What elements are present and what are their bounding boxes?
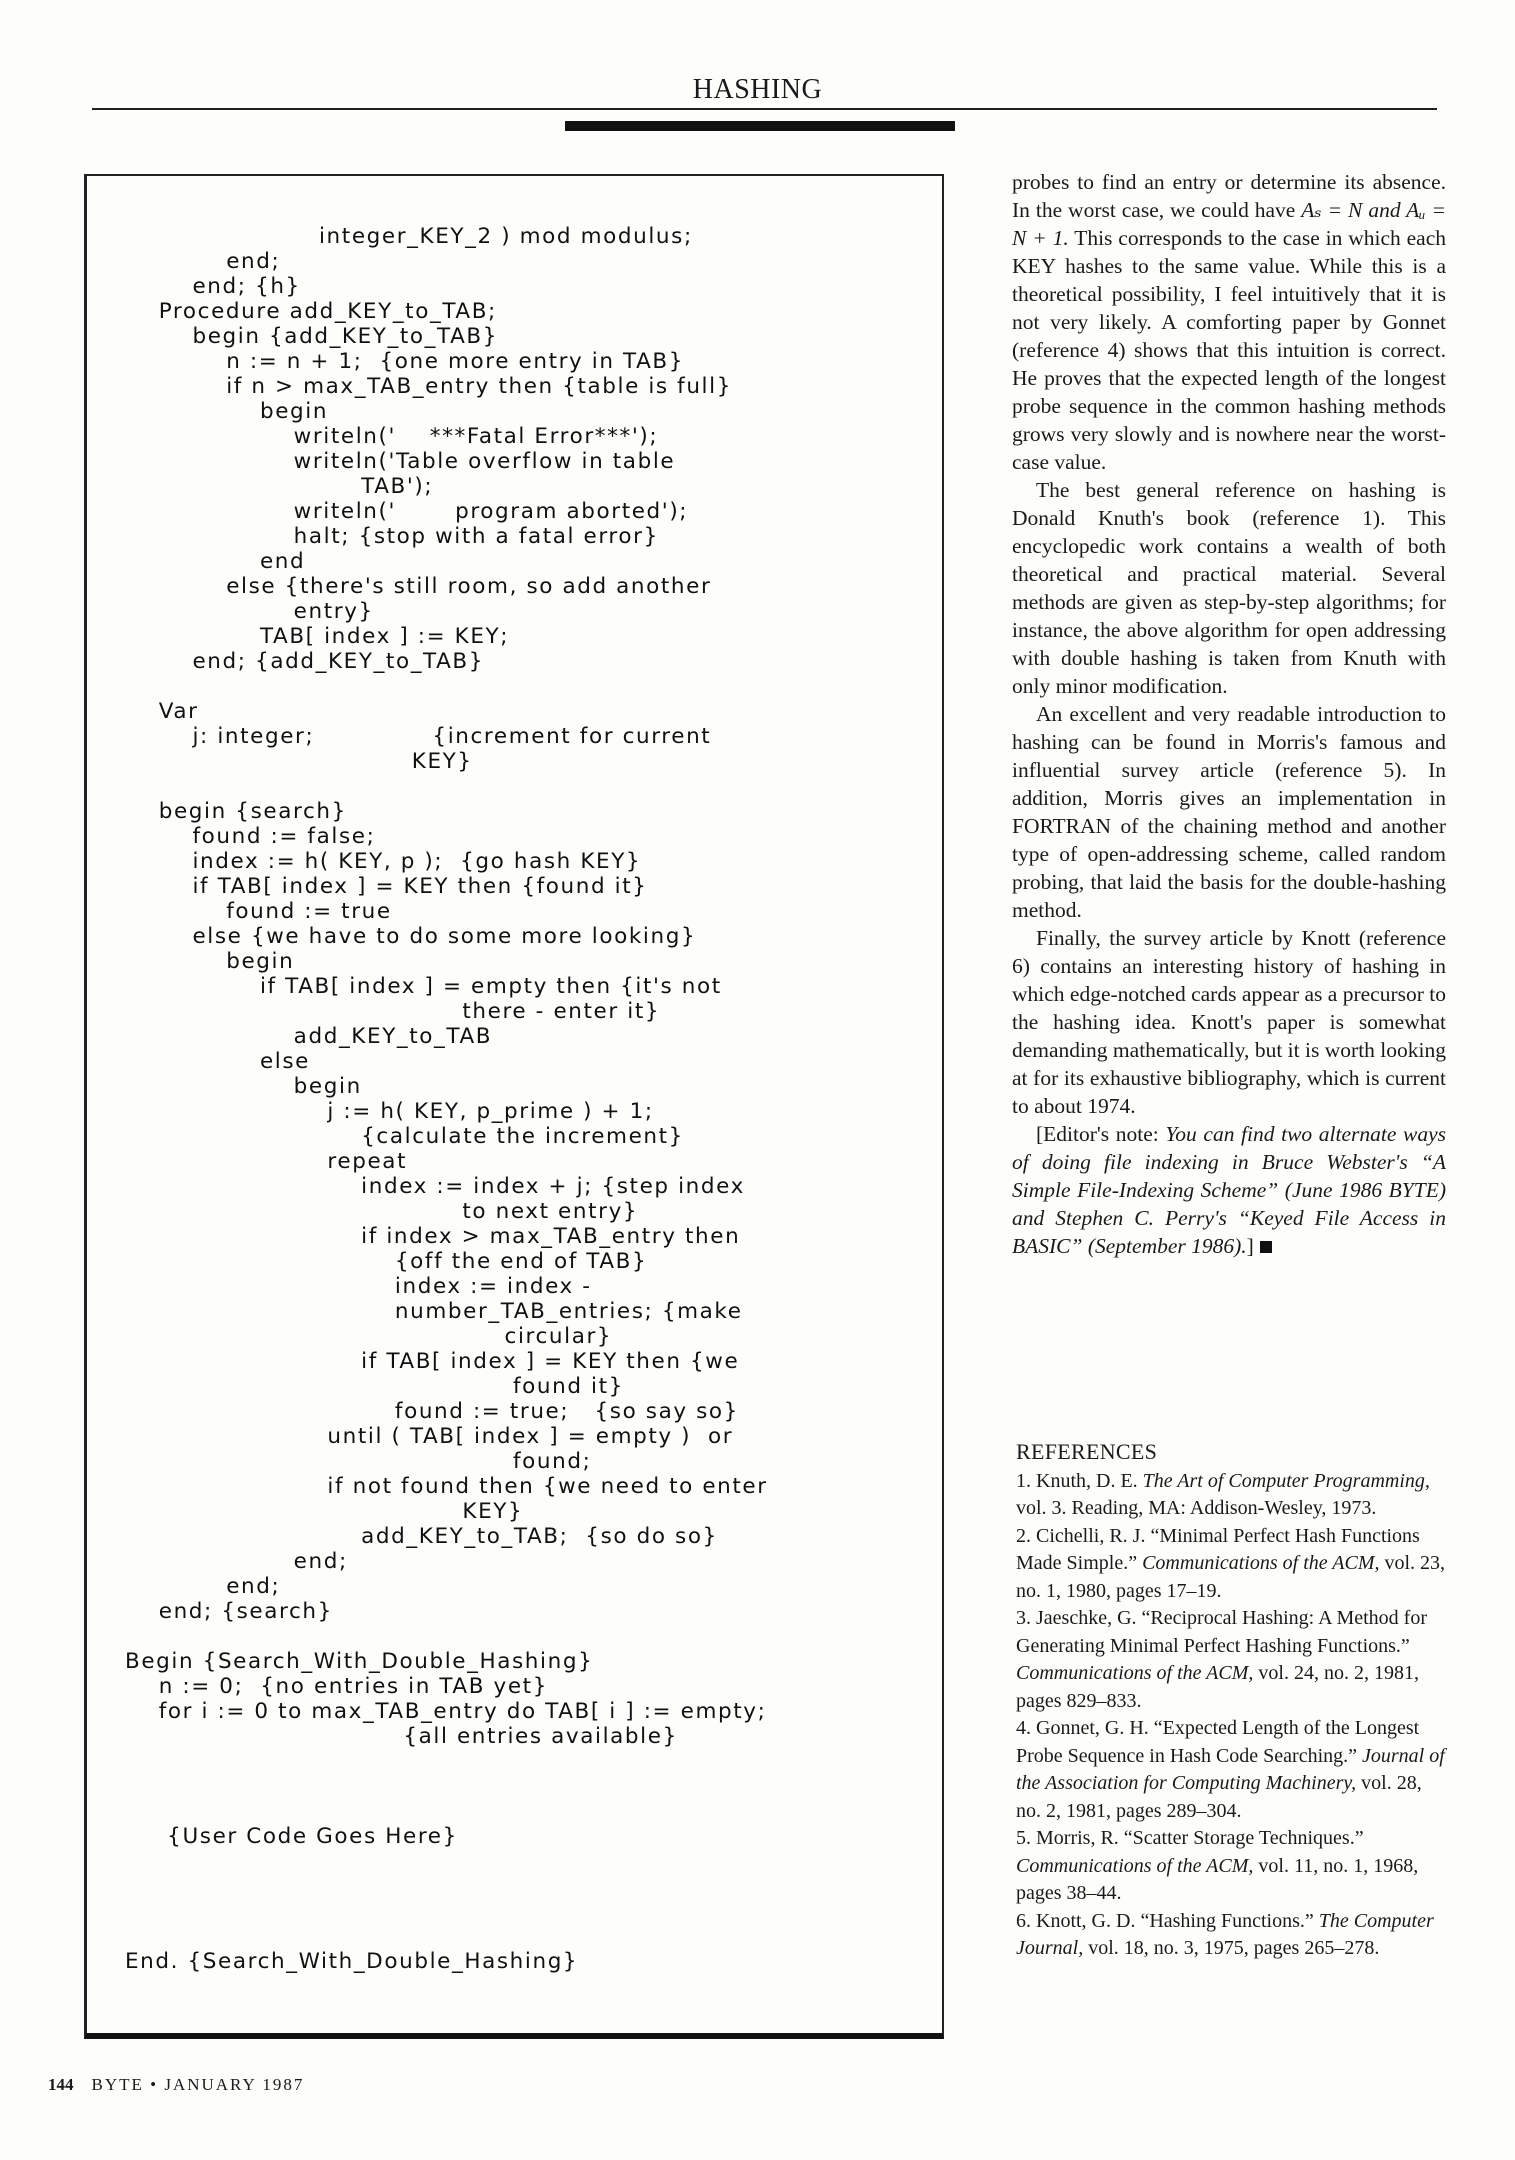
reference-author: 1. Knuth, D. E. <box>1016 1469 1143 1492</box>
references-section <box>1016 1438 1446 1963</box>
page-number: 144 <box>48 2075 74 2094</box>
reference-details: vol. 28, no. 2, 1981, pages 289–304. <box>1016 1772 1422 1822</box>
references-heading: REFERENCES <box>1016 1439 1158 1464</box>
reference-details: vol. 11, no. 1, 1968, pages 38–44. <box>1016 1854 1419 1904</box>
reference-publication-title: Communications of the ACM, <box>1142 1552 1380 1574</box>
editor-note-text: You can find two alternate ways of doing file indexing in Bruce Webster's “A Simple File-Indexing Scheme” (June 1986 BYTE) and Stephen C. Perry's “Keyed File Access in BASIC” (September 1986). <box>1012 1122 1446 1258</box>
math-expression: Aₛ = N and Aᵤ = N + 1. <box>1012 198 1446 250</box>
paragraph-text: probes to find an entry or determine its absence. In the worst case, we could have <box>1012 170 1446 222</box>
reference-publication-title: Journal of the Association for Computing Machinery, <box>1016 1744 1445 1794</box>
reference-details: vol. 24, no. 2, 1981, pages 829–833. <box>1016 1662 1419 1712</box>
editor-note-open: [Editor's note: <box>1036 1122 1166 1146</box>
reference-author: 3. Jaeschke, G. “Reciprocal Hashing: A Method for Generating Minimal Perfect Hashing Functions.” <box>1016 1607 1428 1657</box>
reference-author: 6. Knott, G. D. “Hashing Functions.” <box>1016 1909 1319 1932</box>
reference-publication-title: Communications of the ACM, <box>1016 1854 1254 1877</box>
reference-publication-title: Communications of the ACM, <box>1016 1662 1254 1684</box>
reference-item <box>1016 1715 1446 1825</box>
reference-item <box>1016 1523 1446 1606</box>
paragraph-worst-case <box>1012 168 1446 476</box>
reference-author: 5. Morris, R. “Scatter Storage Techniques.” <box>1016 1827 1364 1849</box>
reference-author: 4. Gonnet, G. H. “Expected Length of the Longest Probe Sequence in Hash Code Searching.” <box>1016 1717 1420 1767</box>
editor-note-close: ] <box>1246 1234 1254 1258</box>
paragraph-text: This corresponds to the case in which each KEY hashes to the same value. While this is a theoretical possibility, I feel intuitively that it is not very likely. A comforting paper by Gonnet (reference 4) shows that this intuition is correct. He proves that the expected length of the longest probe sequence in the common hashing methods grows very slowly and is nowhere near the worst-case value. <box>1012 226 1446 474</box>
header-bar <box>565 121 955 131</box>
reference-author: 2. Cichelli, R. J. “Minimal Perfect Hash Functions Made Simple.” <box>1016 1524 1420 1574</box>
pascal-code-listing: integer_KEY_2 ) mod modulus; end; end; {h} Procedure add_KEY_to_TAB; begin {add_KEY_to_TAB} n := n + 1; {one more entry in TAB} if n > max_TAB_entry then {table is full} begin writeln(' ***Fatal Error***'); writeln('Table overflow in table TAB'); writeln(' program aborted'); halt; {stop with a fatal error} end else {there's still room, so add another entry} TAB[ index ] := KEY; end; {add_KEY_to_TAB} Var j: integer; {increment for current KEY} begin {search} found := false; index := h( KEY, p ); {go hash KEY} if TAB[ index ] = KEY then {found it} found := true else {we have to do some more looking} begin if TAB[ index ] = empty then {it's not there - enter it} add_KEY_to_TAB else begin j := h( KEY, p_prime ) + 1; {calculate the increment} repeat index := index + j; {step index to next entry} if index > max_TAB_entry then {off the end of TAB} index := index - number_TAB_entries; {make circular} if TAB[ index ] = KEY then {we found it} found := true; {so say so} until ( TAB[ index ] = empty ) or found; if not found then {we need to enter KEY} add_KEY_to_TAB; {so do so} end; end; end; {search} Begin {Search_With_Double_Hashing} n := 0; {no entries in TAB yet} for i := 0 to max_TAB_entry do TAB[ i ] := empty; {all entries available} {User Code Goes Here} End. {Search_With_Double_Hashing} <box>125 224 768 1974</box>
paragraph-morris: An excellent and very readable introduction to hashing can be found in Morris's famous and influential survey article (reference 5). In addition, Morris gives an implementation in FORTRAN of the chaining method and another type of open-addressing scheme, called random probing, that laid the basis for the double-hashing method. <box>1012 702 1446 922</box>
page-footer <box>48 2075 304 2095</box>
reference-item <box>1016 1825 1446 1908</box>
article-text-column <box>1012 168 1446 1260</box>
reference-publication-title: The Art of Computer Programming, <box>1142 1469 1430 1492</box>
reference-details: vol. 23, no. 1, 1980, pages 17–19. <box>1016 1552 1446 1602</box>
reference-publication-title: The Computer Journal, <box>1016 1909 1434 1959</box>
reference-details: vol. 3. Reading, MA: Addison-Wesley, 1973. <box>1016 1497 1377 1519</box>
section-title: HASHING <box>692 74 823 105</box>
reference-item <box>1016 1605 1446 1715</box>
editors-note <box>1012 1120 1446 1260</box>
reference-details: vol. 18, no. 3, 1975, pages 265–278. <box>1083 1937 1380 1959</box>
paragraph-knuth: The best general reference on hashing is Donald Knuth's book (reference 1). This encyclopedic work contains a wealth of both theoretical and practical material. Several methods are given as step-by-step algorithms; for instance, the above algorithm for open addressing with double hashing is taken from Knuth with only minor modification. <box>1012 478 1446 698</box>
reference-item <box>1016 1468 1446 1523</box>
references-list <box>1016 1468 1446 1963</box>
header-rule <box>92 108 1437 110</box>
paragraph-knott: Finally, the survey article by Knott (reference 6) contains an interesting history of hashing in which edge-notched cards appear as a precursor to the hashing idea. Knott's paper is somewhat demanding mathematically, but it is worth looking at for its exhaustive bibliography, which is current to about 1974. <box>1012 926 1446 1118</box>
code-listing-box <box>84 174 944 2039</box>
reference-item <box>1016 1908 1446 1963</box>
end-mark-icon <box>1260 1241 1272 1253</box>
publication-info: BYTE • JANUARY 1987 <box>91 2075 305 2094</box>
